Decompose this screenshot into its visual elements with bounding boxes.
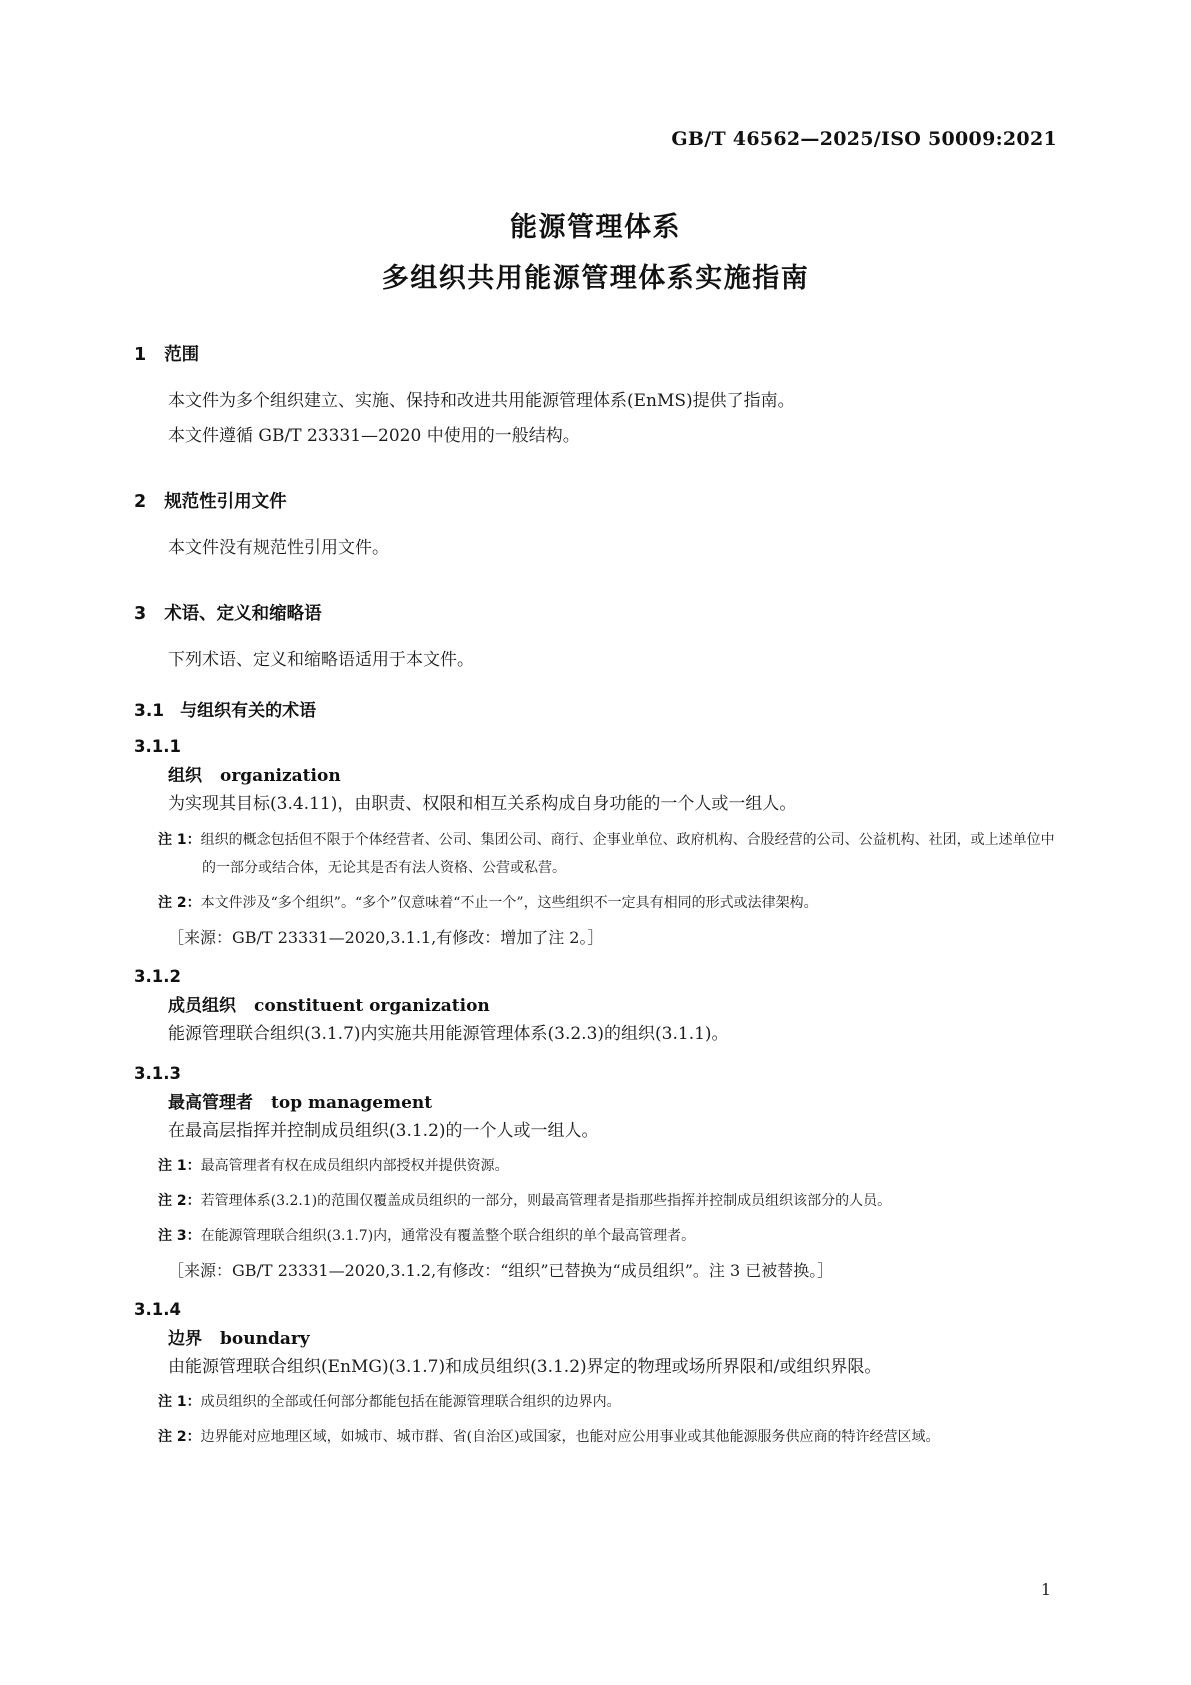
paragraph: 本文件为多个组织建立、实施、保持和改进共用能源管理体系(EnMS)提供了指南。	[168, 390, 795, 411]
doc-number: GB/T 46562—2025/ISO 50009:2021	[671, 128, 1057, 150]
clause-3-terms-definitions	[134, 600, 1057, 1451]
term-en: boundary	[220, 1329, 310, 1350]
subclause-number: 3.1	[134, 701, 165, 722]
clause-2-heading	[134, 488, 1057, 513]
paragraph: 下列术语、定义和缩略语适用于本文件。	[168, 650, 474, 671]
term-definition: 能源管理联合组织(3.1.7)内实施共用能源管理体系(3.2.3)的组织(3.1.1)。	[168, 1023, 729, 1044]
note-label: 注 2：	[158, 1193, 201, 1210]
clause-3-heading	[134, 600, 1057, 625]
note	[158, 1152, 1057, 1180]
paragraph: 本文件遵循 GB/T 23331—2020 中使用的一般结构。	[168, 425, 580, 446]
term-zh: 成员组织	[168, 995, 236, 1016]
term-definition: 由能源管理联合组织(EnMG)(3.1.7)和成员组织(3.1.2)界定的物理或场所界限和/或组织界限。	[168, 1357, 882, 1378]
term-number: 3.1.1	[134, 737, 181, 757]
note	[158, 1423, 1057, 1451]
clause-1-heading	[134, 341, 1057, 366]
source-line: ［来源：GB/T 23331—2020,3.1.1,有修改：增加了注 2。］	[168, 927, 604, 947]
term-3-1-1	[134, 737, 1057, 950]
term-zh: 组织	[168, 766, 202, 787]
paragraph: 本文件没有规范性引用文件。	[168, 537, 389, 558]
note-text: 最高管理者有权在成员组织内部授权并提供资源。	[200, 1158, 509, 1175]
note-label: 注 1：	[158, 1158, 201, 1175]
clause-number: 2	[134, 491, 147, 512]
clause-number: 1	[134, 344, 147, 365]
term-definition: 为实现其目标(3.4.11)，由职责、权限和相互关系构成自身功能的一个人或一组人。	[168, 794, 797, 815]
note	[158, 1388, 1057, 1416]
clause-1-scope	[134, 341, 1057, 450]
note-text: 若管理体系(3.2.1)的范围仅覆盖成员组织的一部分，则最高管理者是指那些指挥并控制成员组织该部分的人员。	[200, 1193, 892, 1210]
term-3-1-3	[134, 1064, 1057, 1284]
note-label: 注 2：	[158, 894, 201, 911]
term-en: top management	[271, 1092, 433, 1113]
clause-title: 范围	[164, 344, 200, 365]
clause-number: 3	[134, 604, 147, 625]
term-3-1-4	[134, 1300, 1057, 1451]
term-number: 3.1.3	[134, 1063, 181, 1083]
term-3-1-2	[134, 967, 1057, 1048]
note	[158, 1222, 1057, 1250]
title-line-2: 多组织共用能源管理体系实施指南	[381, 263, 810, 295]
note-text: 在能源管理联合组织(3.1.7)内，通常没有覆盖整个联合组织的单个最高管理者。	[200, 1228, 696, 1245]
note-label: 注 2：	[158, 1429, 201, 1446]
note	[158, 826, 1057, 882]
term-entry	[134, 1324, 1057, 1349]
document-title	[134, 202, 1057, 305]
term-zh: 边界	[168, 1329, 202, 1350]
clause-2-normative-references	[134, 488, 1057, 562]
note	[158, 889, 1057, 917]
note-label: 注 1：	[158, 1394, 201, 1411]
term-entry	[134, 761, 1057, 786]
note-text: 本文件涉及“多个组织”。“多个”仅意味着“不止一个”，这些组织不一定具有相同的形式或法律架构。	[200, 894, 818, 911]
term-en: organization	[220, 766, 341, 787]
note-label: 注 3：	[158, 1228, 201, 1245]
note	[158, 1187, 1057, 1215]
source-line: ［来源：GB/T 23331—2020,3.1.2,有修改：“组织”已替换为“成员组织”。注 3 已被替换。］	[168, 1261, 834, 1281]
term-zh: 最高管理者	[168, 1092, 253, 1113]
page-number: 1	[1040, 1580, 1051, 1599]
note-label: 注 1：	[158, 831, 201, 848]
note-text: 边界能对应地理区域，如城市、城市群、省(自治区)或国家，也能对应公用事业或其他能源服务供应商的特许经营区域。	[200, 1429, 940, 1446]
term-number: 3.1.2	[134, 966, 181, 986]
note-text: 组织的概念包括但不限于个体经营者、公司、集团公司、商行、企事业单位、政府机构、合股经营的公司、公益机构、社团，或上述单位中的一部分或结合体，无论其是否有法人资格、公营或私营。	[200, 831, 1055, 876]
clause-title: 术语、定义和缩略语	[164, 604, 322, 625]
term-definition: 在最高层指挥并控制成员组织(3.1.2)的一个人或一组人。	[168, 1120, 599, 1141]
title-line-1: 能源管理体系	[510, 212, 681, 243]
subclause-title: 与组织有关的术语	[180, 701, 317, 722]
note-text: 成员组织的全部或任何部分都能包括在能源管理联合组织的边界内。	[200, 1394, 621, 1411]
subclause-3-1-heading	[134, 696, 1057, 721]
term-entry	[134, 1088, 1057, 1113]
term-en: constituent organization	[254, 995, 490, 1016]
term-entry	[134, 991, 1057, 1016]
clause-title: 规范性引用文件	[164, 491, 287, 512]
term-number: 3.1.4	[134, 1300, 181, 1320]
